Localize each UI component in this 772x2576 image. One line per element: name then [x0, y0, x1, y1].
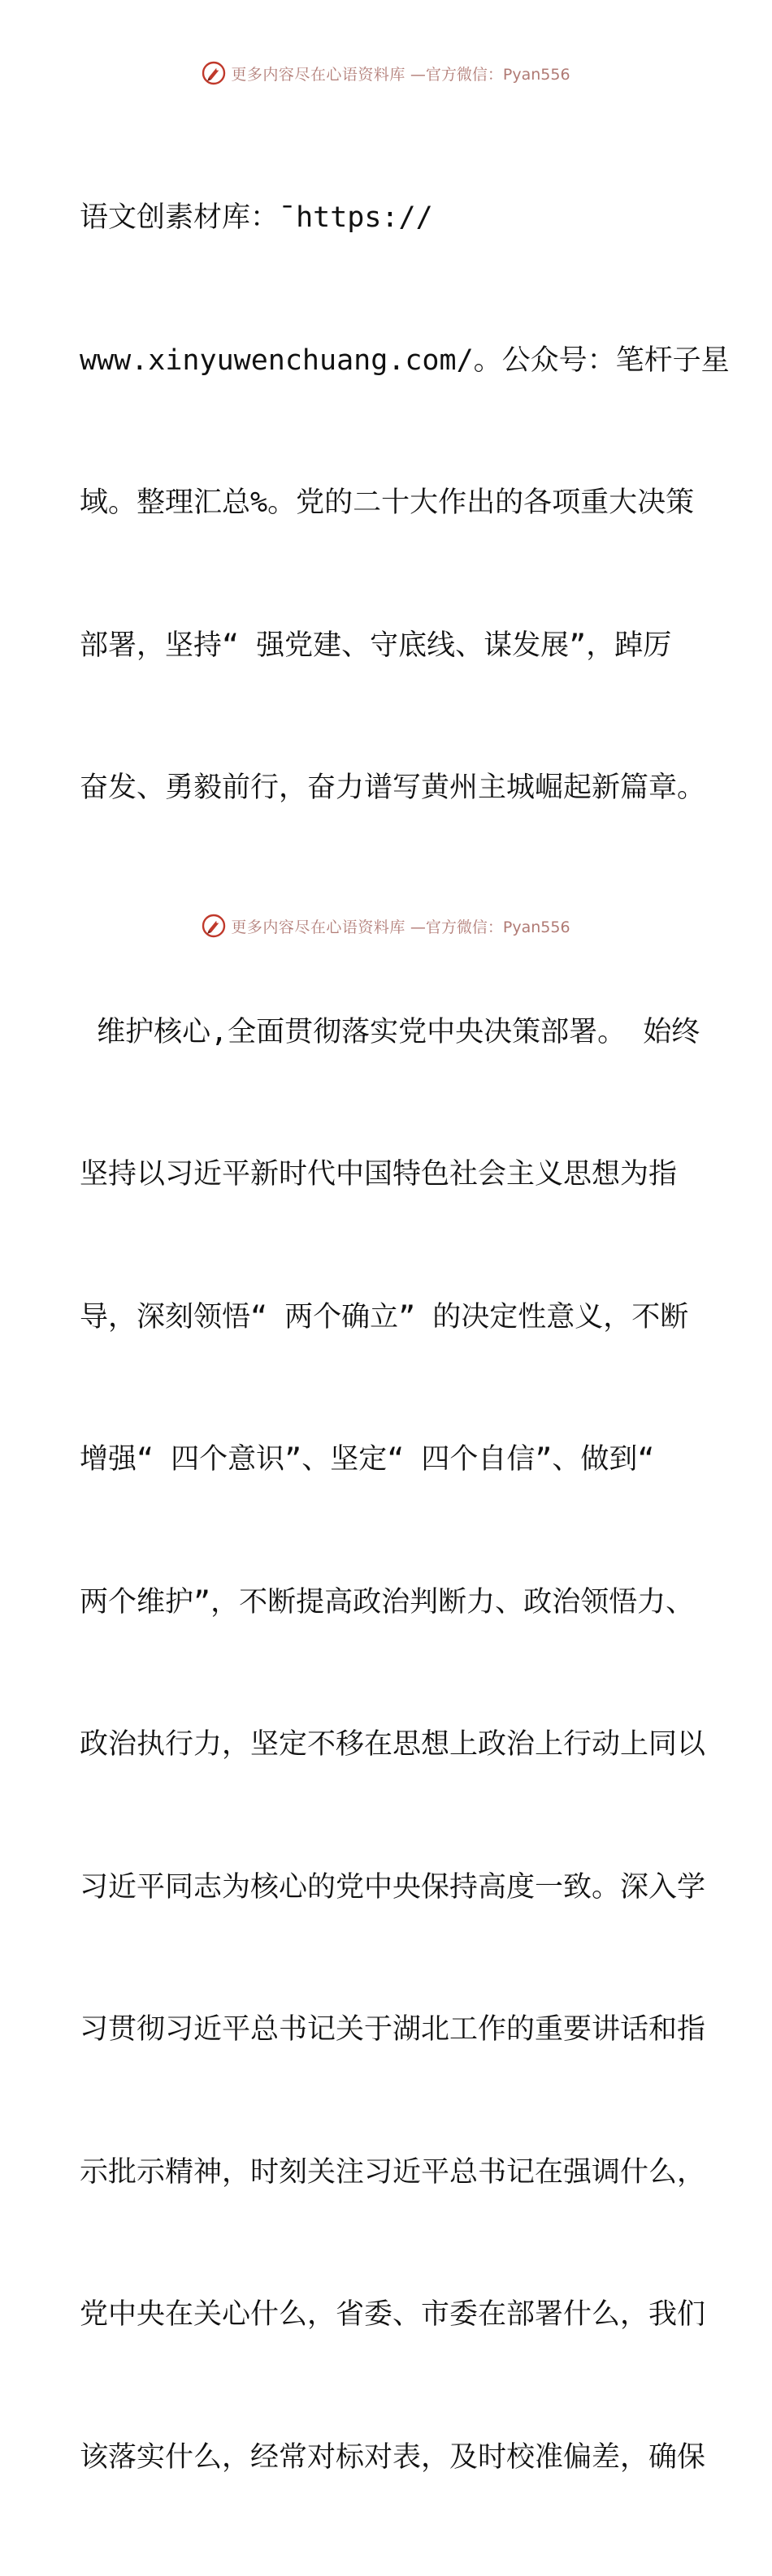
footer-banner-contact: —官方微信：Pyan556: [410, 915, 570, 937]
text-line: 习贯彻习近平总书记关于湖北工作的重要讲话和指: [80, 2006, 697, 2054]
text-line: 两个维护”，不断提高政治判断力、政治领悟力、: [80, 1579, 697, 1627]
text-line: 增强“ 四个意识”、坚定“ 四个自信”、做到“: [80, 1436, 697, 1484]
text-line: 维护核心,全面贯彻落实党中央决策部署。 始终: [80, 1009, 697, 1057]
text-line: 该落实什么，经常对标对表，及时校准偏差，确保: [80, 2434, 697, 2482]
header-banner-content: [202, 61, 570, 85]
header-banner: [0, 57, 772, 89]
paragraph-intro: [80, 99, 697, 907]
document-page: [0, 0, 772, 999]
footer-banner-content: [202, 914, 570, 938]
text-line: 导，深刻领悟“ 两个确立” 的决定性意义，不断: [80, 1294, 697, 1342]
footer-banner: [0, 910, 772, 942]
text-line: 语文创素材库：¯https://: [80, 194, 697, 242]
document-body: [80, 99, 697, 2576]
text-line: 习近平同志为核心的党中央保持高度一致。深入学: [80, 1864, 697, 1912]
text-line: 政治执行力，坚定不移在思想上政治上行动上同以: [80, 1721, 697, 1769]
paragraph-core: [80, 914, 697, 2576]
text-line: 党中央在关心什么，省委、市委在部署什么，我们: [80, 2291, 697, 2339]
footer-banner-title: 更多内容尽在心语资料库: [231, 915, 406, 937]
text-line: 坚持以习近平新时代中国特色社会主义思想为指: [80, 1151, 697, 1199]
text-line: 部署，坚持“ 强党建、守底线、谋发展”，踔厉: [80, 622, 697, 670]
text-line: 域。整理汇总%。党的二十大作出的各项重大决策: [80, 479, 697, 527]
pen-nib-logo-icon: [202, 914, 226, 938]
text-line: 奋发、勇毅前行，奋力谱写黄州主城崛起新篇章。: [80, 764, 697, 812]
pen-nib-logo-icon: [202, 61, 226, 85]
text-line: www.xinyuwenchuang.com/。公众号：笔杆子星: [80, 337, 697, 385]
header-banner-contact: —官方微信：Pyan556: [410, 63, 570, 84]
header-banner-title: 更多内容尽在心语资料库: [231, 63, 406, 84]
text-line: 示批示精神，时刻关注习近平总书记在强调什么，: [80, 2149, 697, 2197]
